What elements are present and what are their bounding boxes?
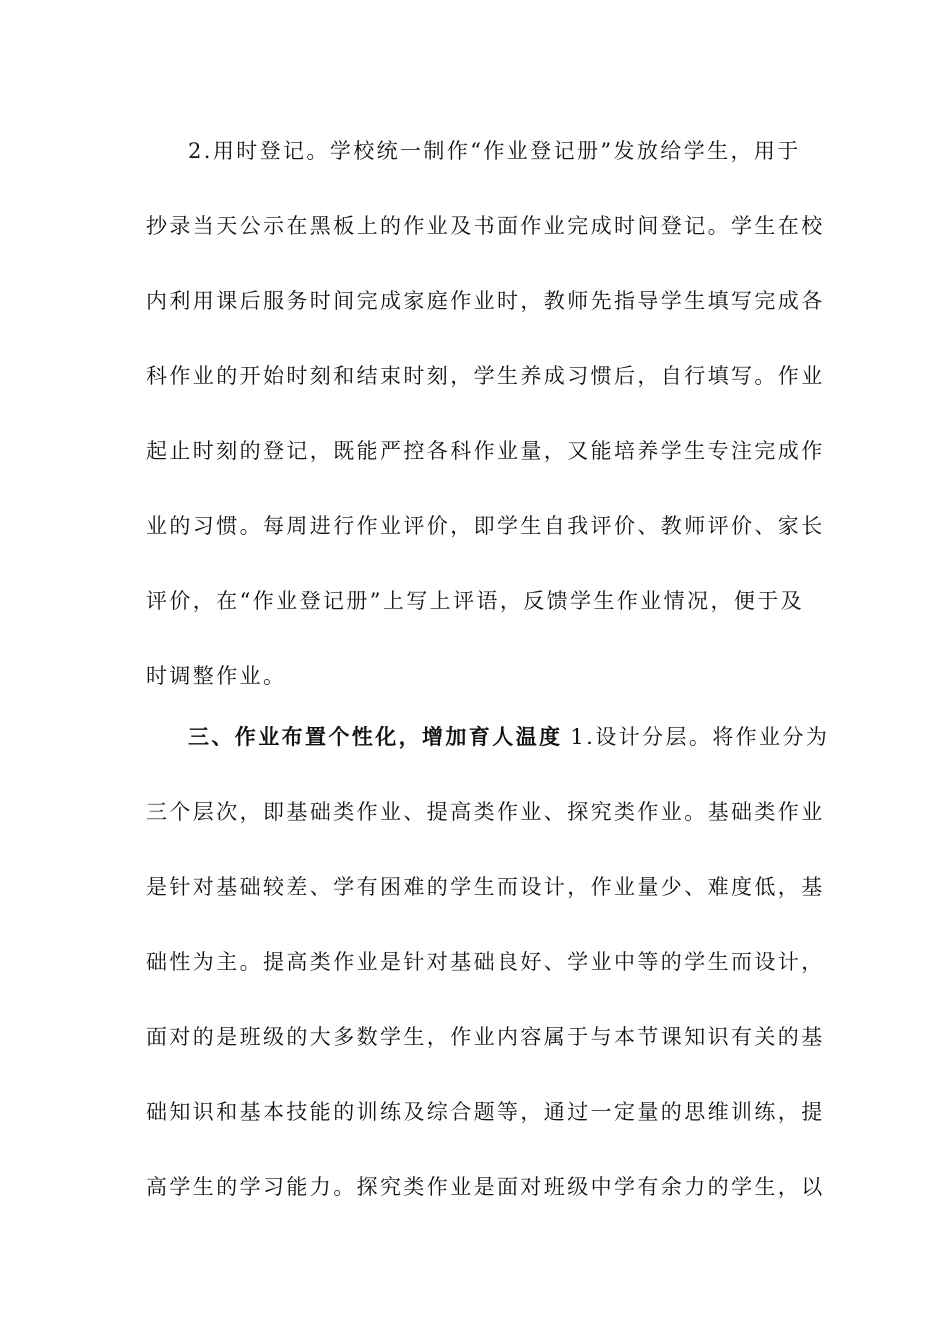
text-line: 内利用课后服务时间完成家庭作业时，教师先指导学生填写完成各 — [146, 289, 825, 313]
text-line: 起止时刻的登记，既能严控各科作业量，又能培养学生专注完成作 — [146, 439, 825, 463]
text-line: 科作业的开始时刻和结束时刻，学生养成习惯后，自行填写。作业 — [146, 364, 825, 388]
heading-trailing-text: 1.设计分层。将作业分为 — [570, 725, 830, 749]
text-line: 时调整作业。 — [146, 664, 287, 688]
text-line: 面对的是班级的大多数学生，作业内容属于与本节课知识有关的基 — [146, 1025, 825, 1049]
text-line: 高学生的学习能力。探究类作业是面对班级中学有余力的学生，以 — [146, 1175, 825, 1199]
text-line: 三个层次，即基础类作业、提高类作业、探究类作业。基础类作业 — [146, 800, 825, 824]
text-line: 础知识和基本技能的训练及综合题等，通过一定量的思维训练，提 — [146, 1100, 825, 1124]
text-line: 业的习惯。每周进行作业评价，即学生自我评价、教师评价、家长 — [146, 514, 825, 538]
text-line: 是针对基础较差、学有困难的学生而设计，作业量少、难度低，基 — [146, 875, 825, 899]
text-line: 2.用时登记。学校统一制作“作业登记册”发放给学生，用于 — [188, 139, 801, 163]
section-heading: 三、作业布置个性化，增加育人温度 — [188, 724, 563, 749]
text-line: 抄录当天公示在黑板上的作业及书面作业完成时间登记。学生在校 — [146, 214, 825, 238]
text-line: 评价，在“作业登记册”上写上评语，反馈学生作业情况，便于及 — [146, 589, 805, 613]
text-line: 础性为主。提高类作业是针对基础良好、学业中等的学生而设计， — [146, 950, 825, 974]
text-line — [188, 722, 829, 752]
